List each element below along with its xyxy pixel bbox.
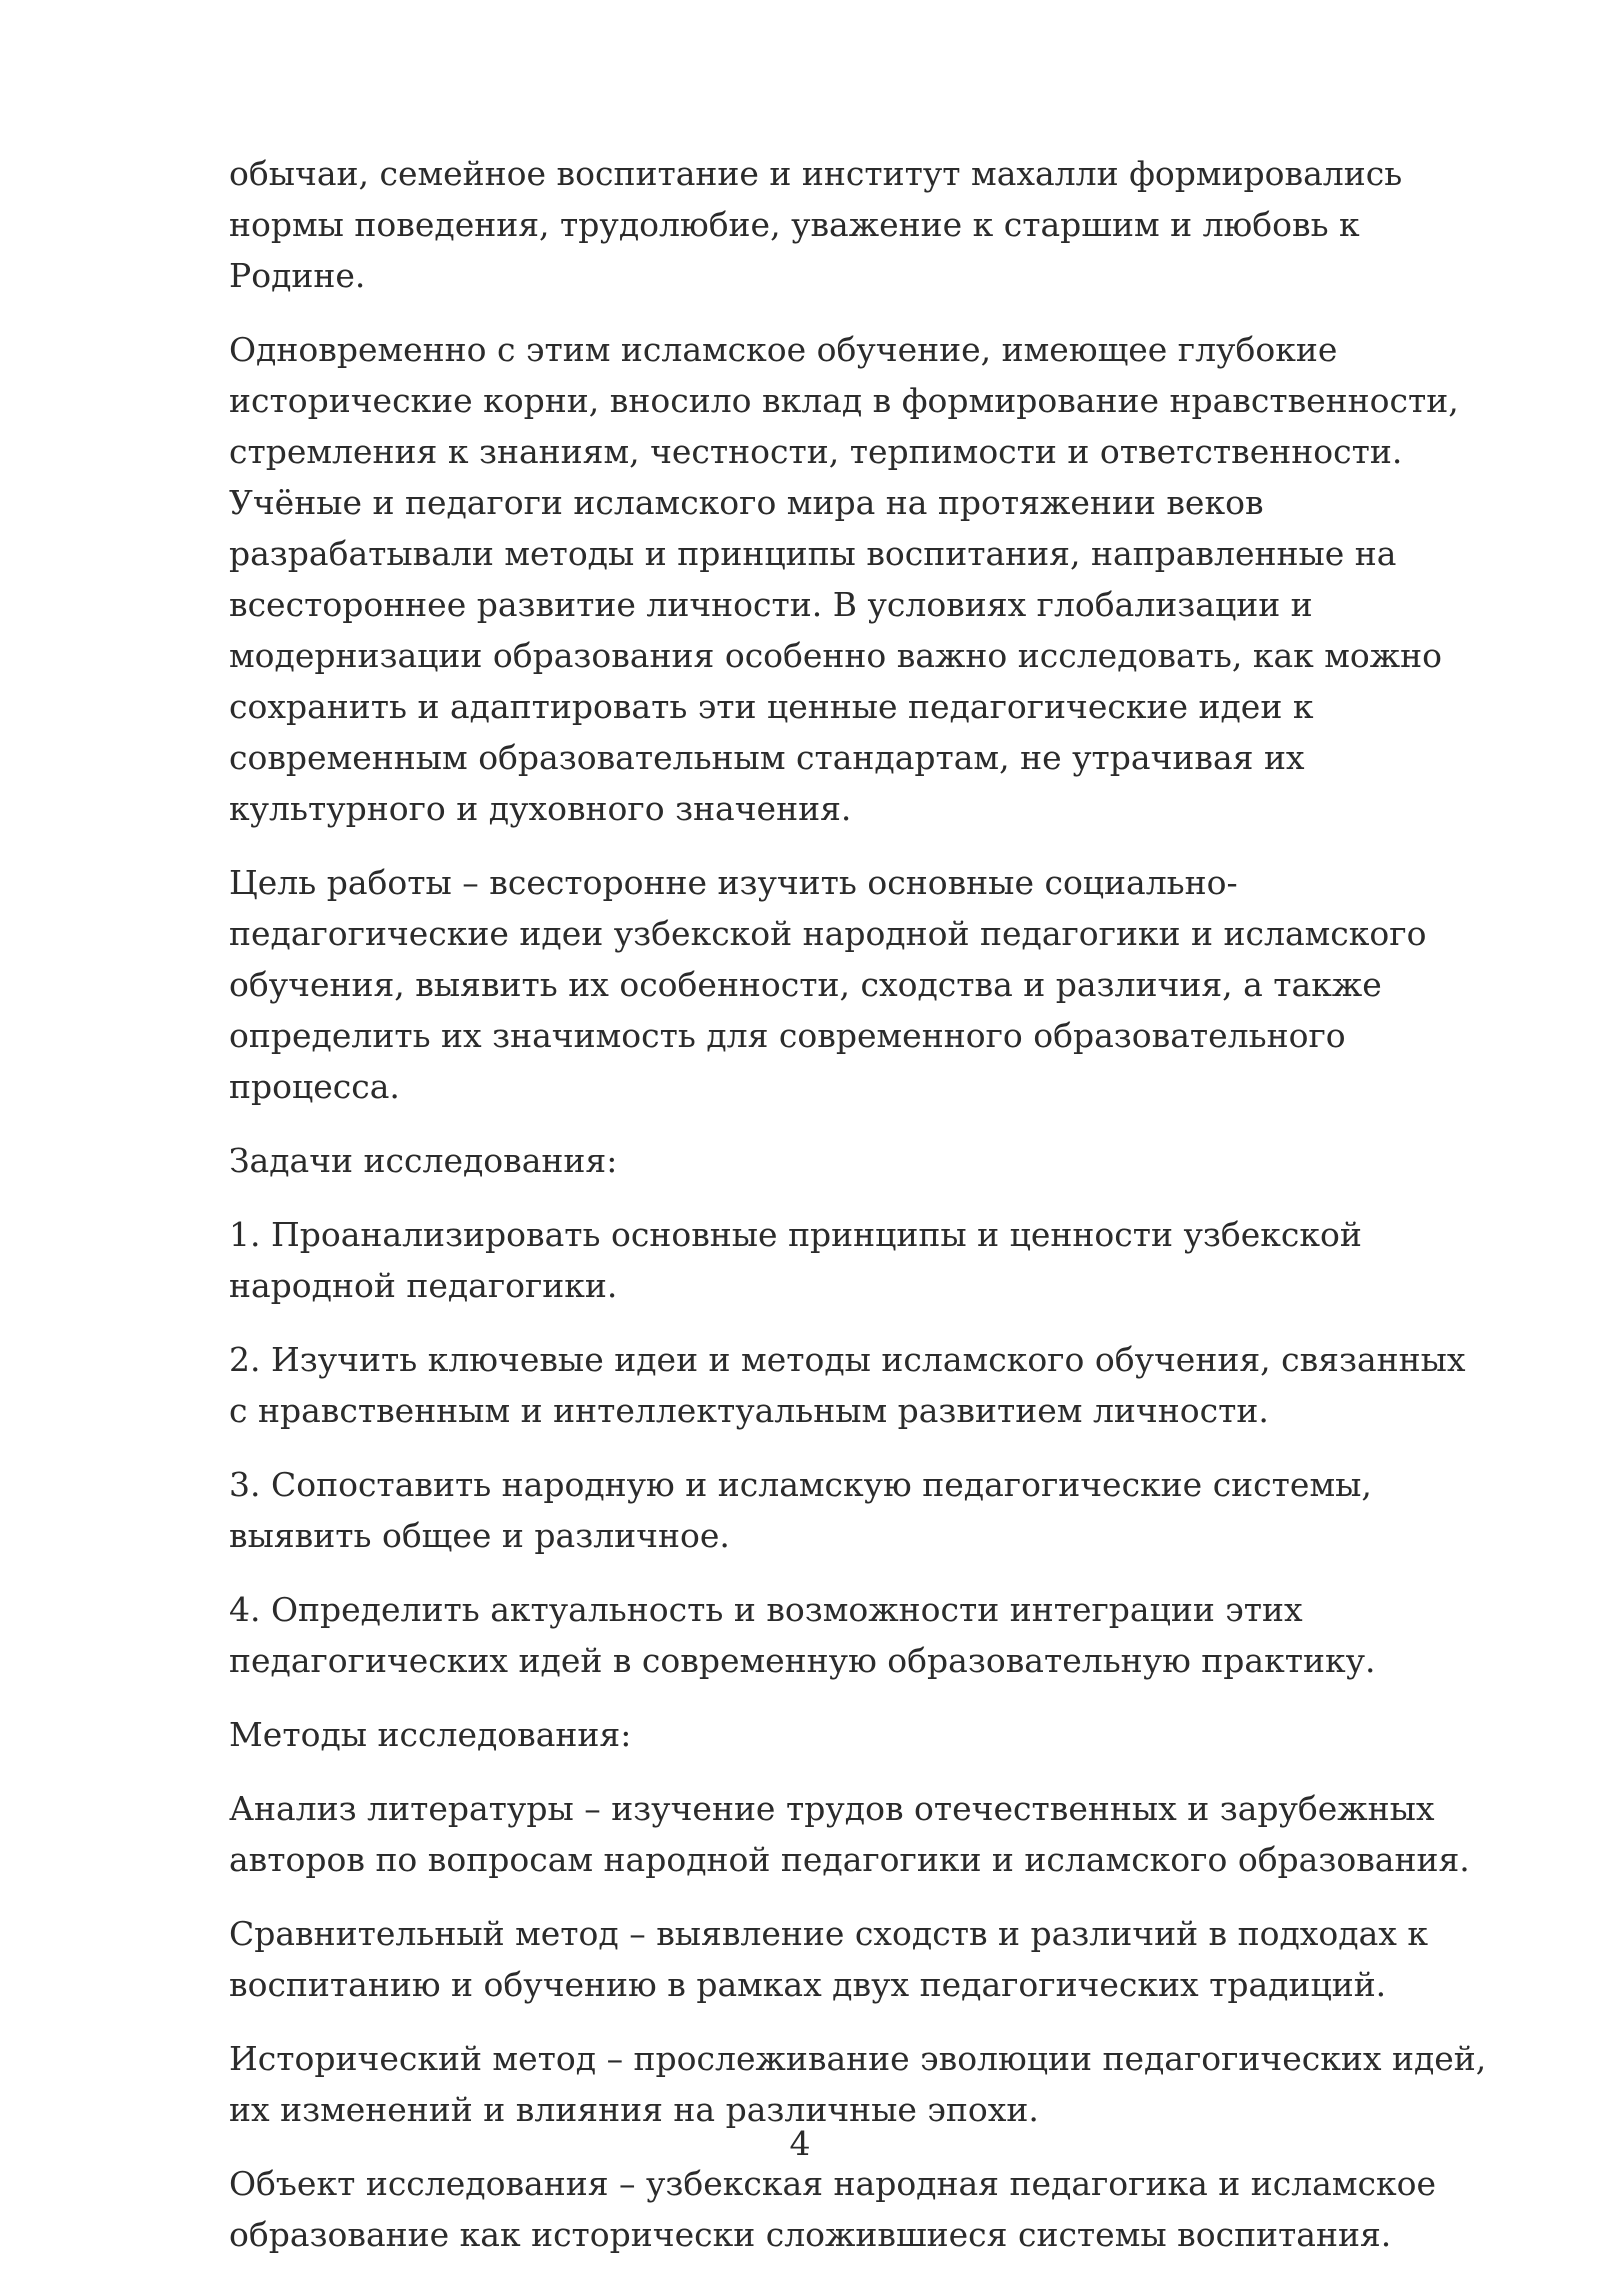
paragraph-islamic-education: Одновременно с этим исламское обучение, имеющее глубокие исторические корни, вносило вклад в формирование нравственности, стремления к знаниям, честности, терпимости и ответственности. Учёные и педагоги исламского мира на протяжении веков разрабатывали методы и принципы воспитания, направленные на всестороннее развитие личности. В условиях глобализации и модернизации образования особенно важно исследовать, как можно сохранить и адаптировать эти ценные педагогические идеи к современным образовательным стандартам, не утрачивая их культурного и духовного значения. [229, 330, 1459, 828]
paragraph-research-object: Объект исследования – узбекская народная педагогика и исламское образование как исторически сложившиеся системы воспитания. [229, 2164, 1436, 2254]
method-literature-analysis: Анализ литературы – изучение трудов отечественных и зарубежных авторов по вопросам народной педагогики и исламского образования. [229, 1789, 1470, 1879]
task-item-4: 4. Определить актуальность и возможности интеграции этих педагогических идей в современную образовательную практику. [229, 1590, 1376, 1680]
heading-tasks: Задачи исследования: [229, 1141, 618, 1180]
method-comparative: Сравнительный метод – выявление сходств и различий в подходах к воспитанию и обучению в рамках двух педагогических традиций. [229, 1914, 1429, 2004]
task-item-2: 2. Изучить ключевые идеи и методы исламского обучения, связанных с нравственным и интеллектуальным развитием личности. [229, 1340, 1466, 1430]
task-item-1: 1. Проанализировать основные принципы и ценности узбекской народной педагогики. [229, 1215, 1362, 1305]
paragraph-continuation: обычаи, семейное воспитание и институт махалли формировались нормы поведения, трудолюбие, уважение к старшим и любовь к Родине. [229, 154, 1403, 295]
heading-methods: Методы исследования: [229, 1715, 632, 1754]
page-body [229, 148, 1491, 2283]
page-number: 4 [789, 2124, 811, 2163]
paragraph-goal: Цель работы – всесторонне изучить основные социально-педагогические идеи узбекской народной педагогики и исламского обучения, выявить их особенности, сходства и различия, а также определить их значимость для современного образовательного процесса. [229, 863, 1427, 1106]
task-item-3: 3. Сопоставить народную и исламскую педагогические системы, выявить общее и различное. [229, 1465, 1372, 1555]
method-historical: Исторический метод – прослеживание эволюции педагогических идей, их изменений и влияния на различные эпохи. [229, 2039, 1487, 2129]
